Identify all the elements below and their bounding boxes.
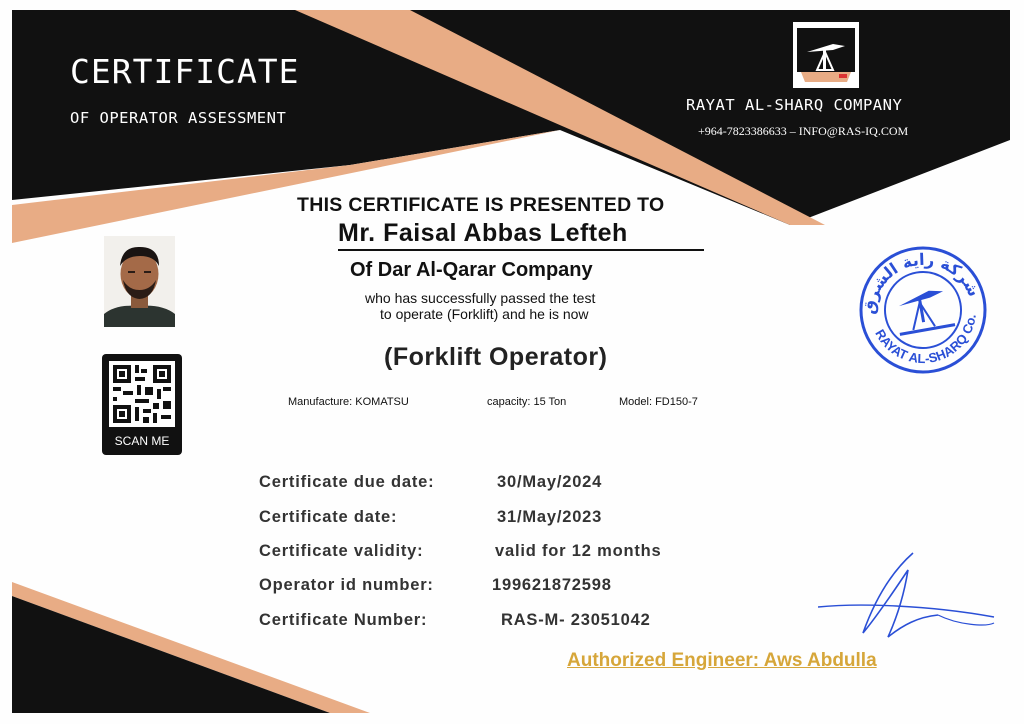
qr-scan-label: SCAN ME bbox=[114, 434, 170, 448]
certificate-title: CERTIFICATE bbox=[70, 52, 300, 91]
recipient-underline bbox=[338, 249, 704, 251]
signature-mark bbox=[818, 545, 998, 645]
qr-code[interactable] bbox=[102, 354, 182, 455]
operator-role: (Forklift Operator) bbox=[384, 343, 608, 371]
detail-value: RAS-M- 23051042 bbox=[501, 611, 651, 629]
presented-to-heading: THIS CERTIFICATE IS PRESENTED TO bbox=[297, 194, 665, 216]
detail-label: Certificate Number: bbox=[259, 611, 428, 629]
detail-label: Certificate validity: bbox=[259, 542, 424, 560]
stamp-text-arabic: شركة راية الشرق bbox=[859, 249, 984, 316]
company-stamp-icon bbox=[852, 244, 994, 376]
detail-value: 199621872598 bbox=[492, 576, 612, 594]
stamp-text-english: RAYAT AL-SHARQ Co. bbox=[872, 313, 979, 367]
qr-pattern-icon bbox=[109, 361, 175, 427]
svg-text:RAYAT AL-SHARQ Co. bbox=[871, 310, 986, 374]
equipment-manufacture: Manufacture: KOMATSU bbox=[288, 396, 409, 408]
description-line-1: who has successfully passed the test bbox=[365, 290, 596, 306]
certificate-subtitle: OF OPERATOR ASSESSMENT bbox=[70, 109, 287, 127]
equipment-capacity: capacity: 15 Ton bbox=[487, 396, 567, 408]
equipment-model: Model: FD150-7 bbox=[619, 396, 698, 408]
detail-value: 30/May/2024 bbox=[497, 473, 603, 491]
company-logo-icon bbox=[793, 22, 859, 88]
recipient-company: Of Dar Al-Qarar Company bbox=[350, 259, 593, 281]
detail-label: Operator id number: bbox=[259, 576, 434, 594]
description-line-2: to operate (Forklift) and he is now bbox=[380, 306, 589, 322]
detail-value: valid for 12 months bbox=[495, 542, 662, 560]
operator-photo bbox=[104, 236, 175, 327]
detail-label: Certificate due date: bbox=[259, 473, 435, 491]
authorized-engineer: Authorized Engineer: Aws Abdulla bbox=[567, 650, 877, 671]
detail-value: 31/May/2023 bbox=[497, 508, 603, 526]
recipient-name: Mr. Faisal Abbas Lefteh bbox=[338, 219, 628, 247]
issuer-company-name: RAYAT AL-SHARQ COMPANY bbox=[686, 96, 903, 114]
issuer-contact: +964-7823386633 – INFO@RAS-IQ.COM bbox=[698, 124, 909, 138]
detail-label: Certificate date: bbox=[259, 508, 398, 526]
